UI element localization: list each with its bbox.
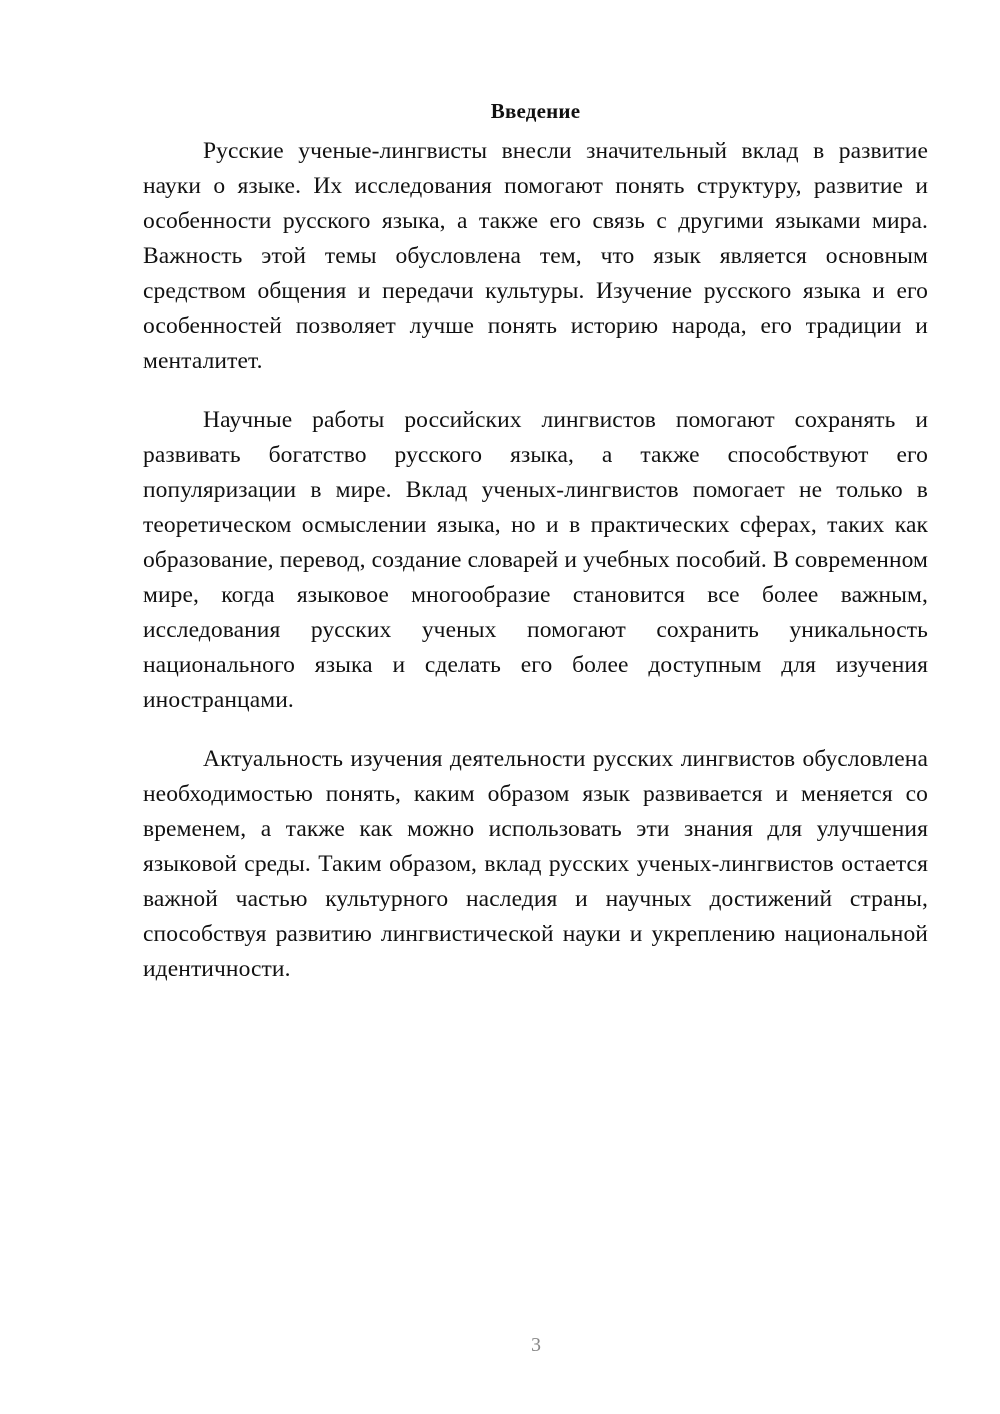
paragraph-2: Научные работы российских лингвистов помогают сохранять и развивать богатство русского языка, а также способствуют его популяризации в мире. Вклад ученых-лингвистов помогает не только в теоретическом осмыслении языка, но и в практических сферах, таких как образование, перевод, создание словарей и учебных пособий. В современном мире, когда языковое многообразие становится все более важным, исследования русских ученых помогают сохранить уникальность национального языка и сделать его более доступным для изучения иностранцами.: [143, 407, 928, 713]
paragraph-1: Русские ученые-лингвисты внесли значительный вклад в развитие науки о языке. Их исследования помогают понять структуру, развитие и особенности русского языка, а также его связь с другими языками мира. Важность этой темы обусловлена тем, что язык является основным средством общения и передачи культуры. Изучение русского языка и его особенностей позволяет лучше понять историю народа, его традиции и менталитет.: [143, 138, 928, 374]
page-number: 3: [531, 1334, 541, 1356]
page-content: [143, 96, 928, 1011]
section-heading: Введение: [490, 99, 581, 123]
paragraph-3: Актуальность изучения деятельности русских лингвистов обусловлена необходимостью понять, каким образом язык развивается и меняется со временем, а также как можно использовать эти знания для улучшения языковой среды. Таким образом, вклад русских ученых-лингвистов остается важной частью культурного наследия и научных достижений страны, способствуя развитию лингвистической науки и укреплению национальной идентичности.: [143, 746, 928, 982]
